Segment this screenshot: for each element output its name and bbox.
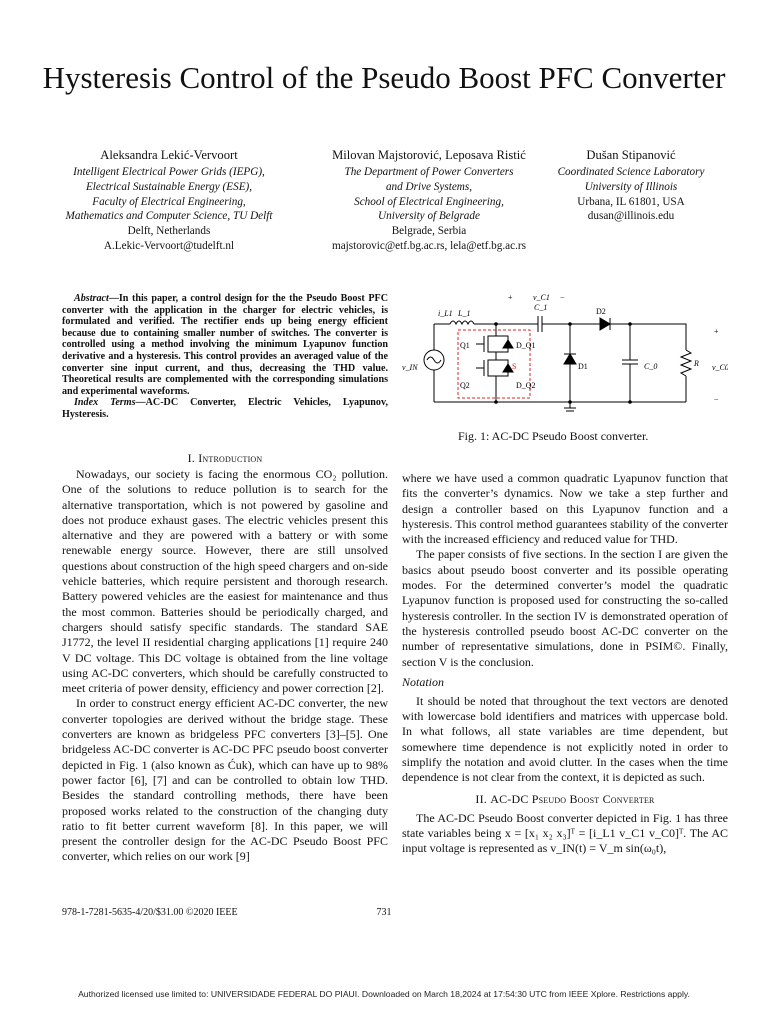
section-number: II. bbox=[475, 791, 487, 806]
label-dq2: D_Q2 bbox=[516, 381, 536, 390]
author-affiliation-line: The Department of Power Converters bbox=[344, 166, 514, 178]
label-vc0: v_C0 bbox=[712, 363, 728, 372]
label-vin: v_IN bbox=[402, 363, 418, 372]
body-paragraph: where we have used a common quadratic Lyapunov function that fits the converter’s dynamics. Now we take a step further and design a controller based on this Lyapunov function and a hysteresis. This control method guarantees stability of the converter with the increased efficiency and reduced value for THD. bbox=[402, 471, 728, 547]
label-vc1: v_C1 bbox=[533, 293, 550, 302]
label-c1: C_1 bbox=[534, 303, 548, 312]
paper-title: Hysteresis Control of the Pseudo Boost PFC Converter bbox=[42, 60, 726, 95]
author-block-3 bbox=[540, 147, 722, 224]
author-affiliation-line: University of Belgrade bbox=[378, 210, 480, 223]
label-s: S bbox=[512, 362, 517, 371]
author-block-2 bbox=[300, 147, 558, 254]
label-plus-vc0: + bbox=[714, 327, 719, 336]
label-minus-vc0: − bbox=[714, 395, 719, 404]
right-column-body bbox=[402, 471, 728, 857]
left-column-body bbox=[62, 467, 388, 865]
page-number: 731 bbox=[376, 907, 392, 918]
index-terms-label: Index Terms bbox=[74, 397, 136, 409]
label-il1: i_L1 bbox=[438, 309, 453, 318]
author-name: Milovan Majstorović, Leposava Ristić bbox=[332, 148, 526, 162]
section-title: AC-DC Pseudo Boost Converter bbox=[490, 791, 655, 806]
label-minus-vc1: − bbox=[560, 293, 565, 302]
label-l1: L_1 bbox=[458, 309, 471, 318]
author-location: Urbana, IL 61801, USA bbox=[577, 195, 685, 208]
label-d1: D1 bbox=[578, 362, 588, 371]
circuit-diagram bbox=[398, 290, 728, 416]
section-heading-introduction bbox=[62, 451, 388, 466]
author-name: Dušan Stipanović bbox=[586, 148, 676, 162]
author-location: Delft, Netherlands bbox=[127, 225, 211, 238]
body-paragraph: The paper consists of five sections. In the section I are given the basics about pseudo boost converter and its possible operating modes. For the determined converter’s model the quadratic Lyapunov function is proposed used for constructing the so-called hysteresis controller. In the section IV is demonstrated operation of the hysteresis controlled pseudo boost AC-DC converter on the number of representative simulations, done in PSIM©. Finally, section V is the conclusion. bbox=[402, 547, 728, 669]
author-affiliation-line: Faculty of Electrical Engineering, bbox=[92, 195, 246, 208]
section-heading-converter bbox=[402, 792, 728, 807]
label-c0: C_0 bbox=[644, 362, 658, 371]
author-email: dusan@illinois.edu bbox=[587, 210, 675, 223]
section-title: Introduction bbox=[198, 451, 263, 465]
section-number: I. bbox=[187, 451, 196, 465]
author-affiliation-line: School of Electrical Engineering, bbox=[354, 195, 504, 208]
label-r: R bbox=[694, 359, 699, 368]
body-paragraph: The AC-DC Pseudo Boost converter depicted in Fig. 1 has three state variables being x = [x₁ x₂ x₃]ᵀ = [i_L1 v_C1 v_C0]ᵀ. The AC input voltage is represented as v_IN(t) = V_m sin(ω₀t), bbox=[402, 810, 728, 856]
abstract-text: —In this paper, a control design for the the Pseudo Boost PFC converter with the application in the charger for electric vehicles, is formulated and verified. The rectifier ends up being energy efficient because due to containing smaller number of switches. The converter is controlled using a method involving the minimum Lyapunov function derivative and a hysteresis. This control provides an averaged value of the converter sine input current, and thus, decreasing the THD value. Theoretical results are complemented with the corresponding simulations and experimental waveforms. bbox=[62, 293, 388, 397]
body-paragraph: Nowadays, our society is facing the enormous CO₂ pollution. One of the solutions to reduce pollution is to search for the alternative transportation, which is not powered by gasoline and does not produce exhaust gases. The electric vehicles present this alternative and they are powered with a battery or with some renewable energy source. However, there are still unsolved questions about construction of the high speed chargers and on-side vehicle batteries, which require persistent and thorough research. Battery powered vehicles are the easiest for maintenance and thus the most common. Batteries should be periodically charged, and chargers should satisfy specific standards. The standard SAE J1772, the level II residential charging applications [1] require 240 V DC voltage. This DC voltage is obtained from the line voltage using AC-DC converters, which should be carefully constructed to meet criteria of power density, efficiency and power correction [2]. bbox=[62, 467, 388, 696]
label-q2: Q2 bbox=[460, 381, 470, 390]
author-affiliation-line: Mathematics and Computer Science, TU Delft bbox=[65, 210, 273, 223]
label-q1: Q1 bbox=[460, 341, 470, 350]
abstract-paragraph bbox=[62, 293, 388, 397]
author-email: A.Lekic-Vervoort@tudelft.nl bbox=[103, 239, 235, 252]
abstract bbox=[62, 293, 388, 421]
author-affiliation-line: Intelligent Electrical Power Grids (IEPG), bbox=[73, 166, 265, 178]
author-block-1 bbox=[62, 147, 276, 254]
author-affiliation-line: Electrical Sustainable Energy (ESE), bbox=[85, 180, 253, 193]
label-d2: D2 bbox=[596, 307, 606, 316]
author-affiliation-line: University of Illinois bbox=[584, 180, 678, 193]
author-email: majstorovic@etf.bg.ac.rs, lela@etf.bg.ac.rs bbox=[332, 239, 526, 252]
body-paragraph: In order to construct energy efficient AC-DC converter, the new converter topologies are derived without the bridge stage. These converters are known as bridgeless PFC converters [3]–[5]. One bridgeless AC-DC converter is AC-DC PFC pseudo boost converter depicted in Fig. 1 (also known as Ćuk), which can have up to 98% power factor [6], [7] and can be controlled to obtain low THD. Besides the standard controlling methods, there have been proposed works related to the construction of the changing duty ratio to fit better current waveform [8]. In this paper, we will present the controller design for the AC-DC Pseudo Boost PFC converter, which relies on our work [9] bbox=[62, 696, 388, 864]
license-notice: Authorized licensed use limited to: UNIVERSIDADE FEDERAL DO PIAUI. Downloaded on March 18,2024 at 17:54:30 UTC from IEEE Xplore. Restrictions apply. bbox=[78, 989, 690, 999]
author-affiliation-line: and Drive Systems, bbox=[385, 180, 473, 193]
index-terms-text: —AC-DC Converter, Electric Vehicles, Lyapunov, Hysteresis. bbox=[62, 397, 388, 420]
notation-heading: Notation bbox=[402, 674, 445, 689]
label-plus-vc1: + bbox=[508, 293, 513, 302]
figure-circuit bbox=[398, 290, 728, 416]
footer-isbn: 978-1-7281-5635-4/20/$31.00 ©2020 IEEE bbox=[62, 907, 238, 918]
figure-caption: Fig. 1: AC-DC Pseudo Boost converter. bbox=[458, 429, 649, 443]
author-name: Aleksandra Lekić-Vervoort bbox=[100, 148, 238, 162]
label-dq1: D_Q1 bbox=[516, 341, 536, 350]
author-affiliation-line: Coordinated Science Laboratory bbox=[557, 166, 705, 178]
abstract-label: Abstract bbox=[74, 293, 109, 304]
author-location: Belgrade, Serbia bbox=[391, 225, 467, 238]
index-terms bbox=[62, 397, 388, 420]
notation-paragraph: It should be noted that throughout the text vectors are denoted with lowercase bold identifiers and matrices with uppercase bold. In what follows, all state variables are time dependent, but somewhere time dependence is not explicitly noted in order to simplify the notation and avoid clutter. In the cases when the time dependence is not clear from the context, it is depicted as such. bbox=[402, 693, 728, 785]
